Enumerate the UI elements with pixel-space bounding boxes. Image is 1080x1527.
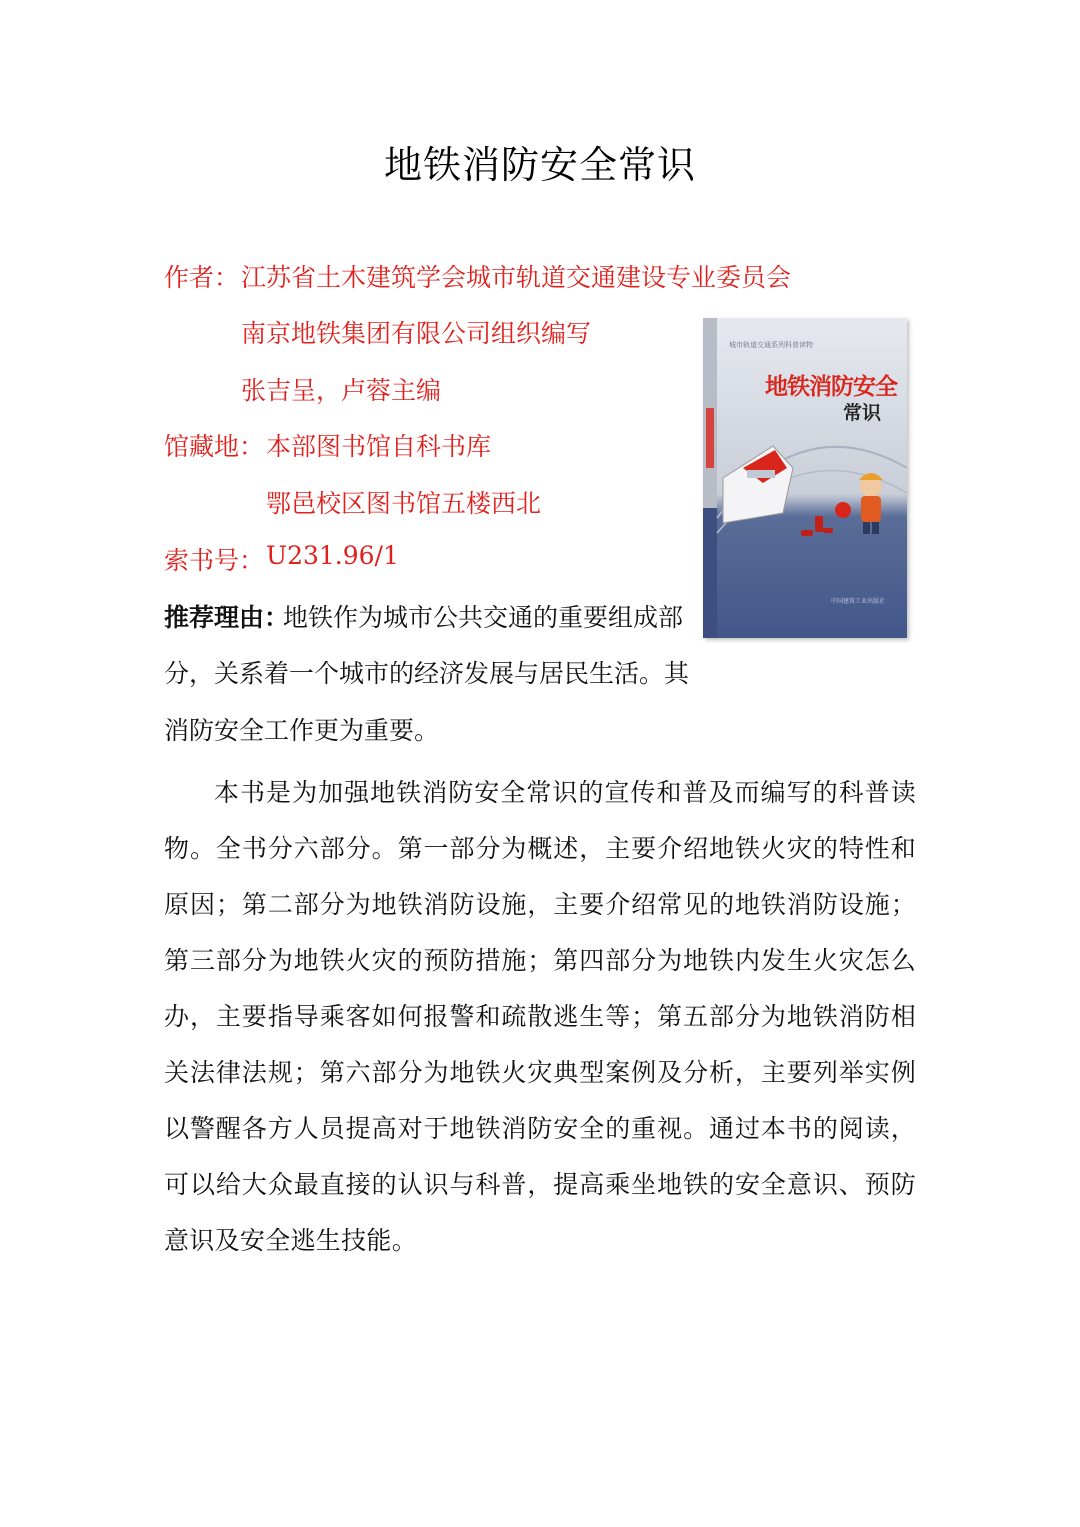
location-line-1: 本部图书馆自科书库 — [266, 432, 492, 461]
author-line-2: 南京地铁集团有限公司组织编写 — [241, 319, 592, 348]
recommendation-line-3: 消防安全工作更为重要。 — [164, 716, 440, 745]
book-description: 本书是为加强地铁消防安全常识的宣传和普及而编写的科普读物。全书分六部分。第一部分为概述，主要介绍地铁火灾的特性和原因；第二部分为地铁消防设施，主要介绍常见的地铁消防设施；第三部分为地铁火灾的预防措施；第四部分为地铁内发生火灾怎么办，主要指导乘客如何报警和疏散逃生等；第五部分为地铁消防相关法律法规；第六部分为地铁火灾典型案例及分析，主要列举实例以警醒各方人员提高对于地铁消防安全的重视。通过本书的阅读，可以给大众最直接的认识与科普，提高乘坐地铁的安全意识、预防意识及安全逃生技能。 — [164, 778, 916, 1255]
location-line-2: 鄂邑校区图书馆五楼西北 — [266, 489, 542, 518]
call-number-label: 索书号： — [164, 546, 265, 575]
cover-title-text: 地铁消防安全 — [765, 374, 897, 400]
recommendation-line-2: 分，关系着一个城市的经济发展与居民生活。其 — [164, 659, 690, 688]
cover-subtitle-text: 常识 — [843, 402, 882, 424]
author-line-3: 张吉呈，卢蓉主编 — [241, 376, 442, 405]
book-cover-image — [703, 318, 907, 638]
call-number-value: U231.96/1 — [266, 541, 399, 570]
author-label: 作者： — [164, 263, 240, 292]
author-line-1: 江苏省土木建筑学会城市轨道交通建设专业委员会 — [241, 263, 792, 292]
location-label: 馆藏地： — [164, 432, 265, 461]
cover-series-text: 城市轨道交通系列科普读物 — [729, 341, 813, 349]
recommendation-label: 推荐理由： — [164, 603, 290, 632]
cover-publisher-text: 中国建筑工业出版社 — [831, 598, 886, 605]
page-title: 地铁消防安全常识 — [383, 143, 696, 187]
book-cover-illustration — [703, 318, 907, 638]
recommendation-line-1: 地铁作为城市公共交通的重要组成部 — [283, 603, 684, 632]
